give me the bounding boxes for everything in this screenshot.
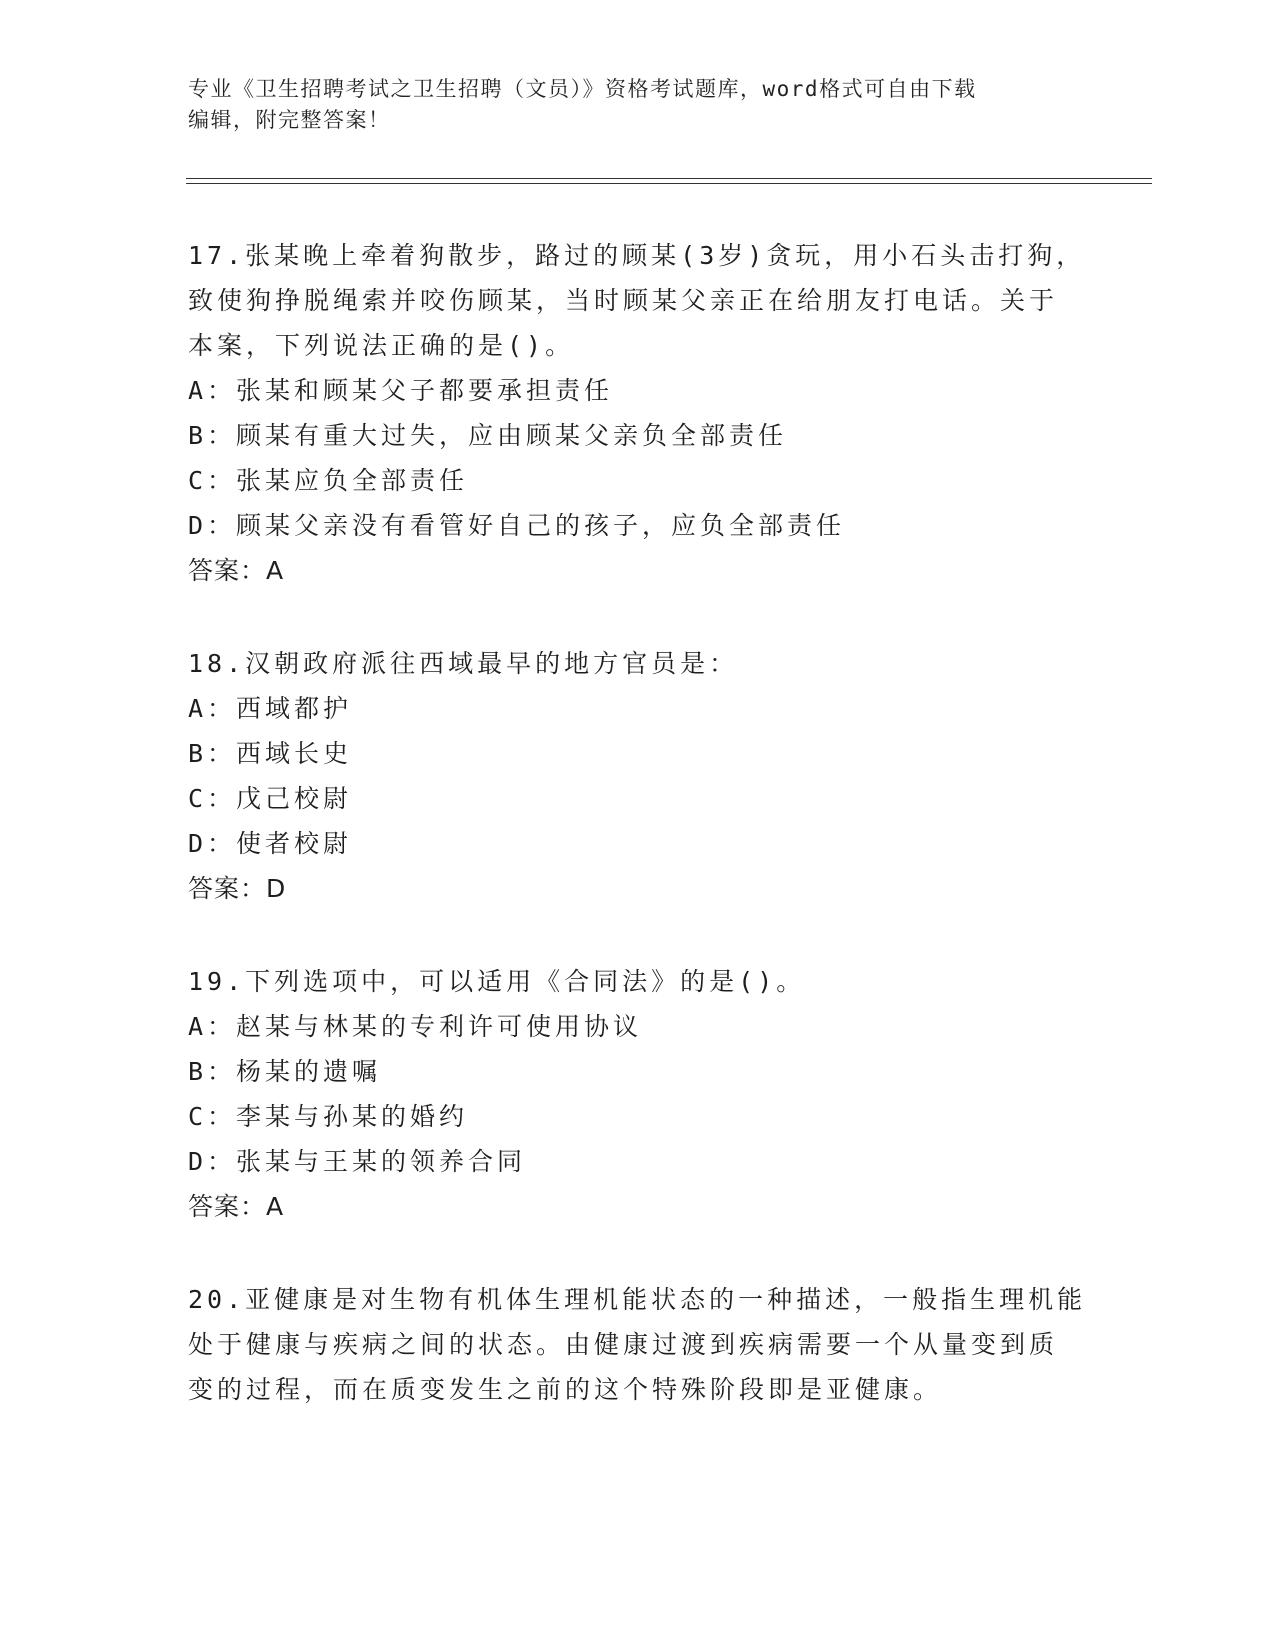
header-divider-top — [186, 178, 1152, 179]
question-stem-line: 17.张某晚上牵着狗散步，路过的顾某(3岁)贪玩，用小石头击打狗， — [188, 241, 1086, 270]
question-17 — [188, 233, 1088, 593]
answer-label: 答案：A — [188, 1192, 285, 1221]
option-b: B：杨某的遗嘱 — [188, 1057, 382, 1086]
option-a: A：赵某与林某的专利许可使用协议 — [188, 1012, 643, 1041]
question-stem-line: 致使狗挣脱绳索并咬伤顾某，当时顾某父亲正在给朋友打电话。关于 — [188, 286, 1059, 315]
option-c: C：戊己校尉 — [188, 784, 353, 813]
question-stem-line: 19.下列选项中，可以适用《合同法》的是()。 — [188, 967, 806, 996]
option-a: A：西域都护 — [188, 694, 353, 723]
option-a: A：张某和顾某父子都要承担责任 — [188, 376, 614, 405]
header-divider-bottom — [186, 183, 1152, 184]
question-20 — [188, 1277, 1088, 1412]
option-d: D：顾某父亲没有看管好自己的孩子，应负全部责任 — [188, 511, 846, 540]
option-d: D：张某与王某的领养合同 — [188, 1147, 527, 1176]
question-stem-line: 本案，下列说法正确的是()。 — [188, 331, 575, 360]
question-18 — [188, 641, 1088, 911]
question-stem-line: 变的过程，而在质变发生之前的这个特殊阶段即是亚健康。 — [188, 1375, 943, 1404]
document-header — [188, 74, 1088, 136]
option-b: B：西域长史 — [188, 739, 353, 768]
option-b: B：顾某有重大过失，应由顾某父亲负全部责任 — [188, 421, 788, 450]
question-stem-line: 18.汉朝政府派往西域最早的地方官员是： — [188, 649, 739, 678]
header-line-2: 编辑，附完整答案！ — [188, 108, 391, 132]
question-stem-line: 20.亚健康是对生物有机体生理机能状态的一种描述，一般指生理机能 — [188, 1285, 1087, 1314]
question-stem-line: 处于健康与疾病之间的状态。由健康过渡到疾病需要一个从量变到质 — [188, 1330, 1059, 1359]
option-c: C：李某与孙某的婚约 — [188, 1102, 469, 1131]
option-d: D：使者校尉 — [188, 829, 353, 858]
option-c: C：张某应负全部责任 — [188, 466, 469, 495]
answer-label: 答案：D — [188, 874, 287, 903]
answer-label: 答案：A — [188, 556, 285, 585]
header-line-1: 专业《卫生招聘考试之卫生招聘（文员）》资格考试题库，word格式可自由下载 — [188, 77, 977, 101]
question-19 — [188, 959, 1088, 1229]
